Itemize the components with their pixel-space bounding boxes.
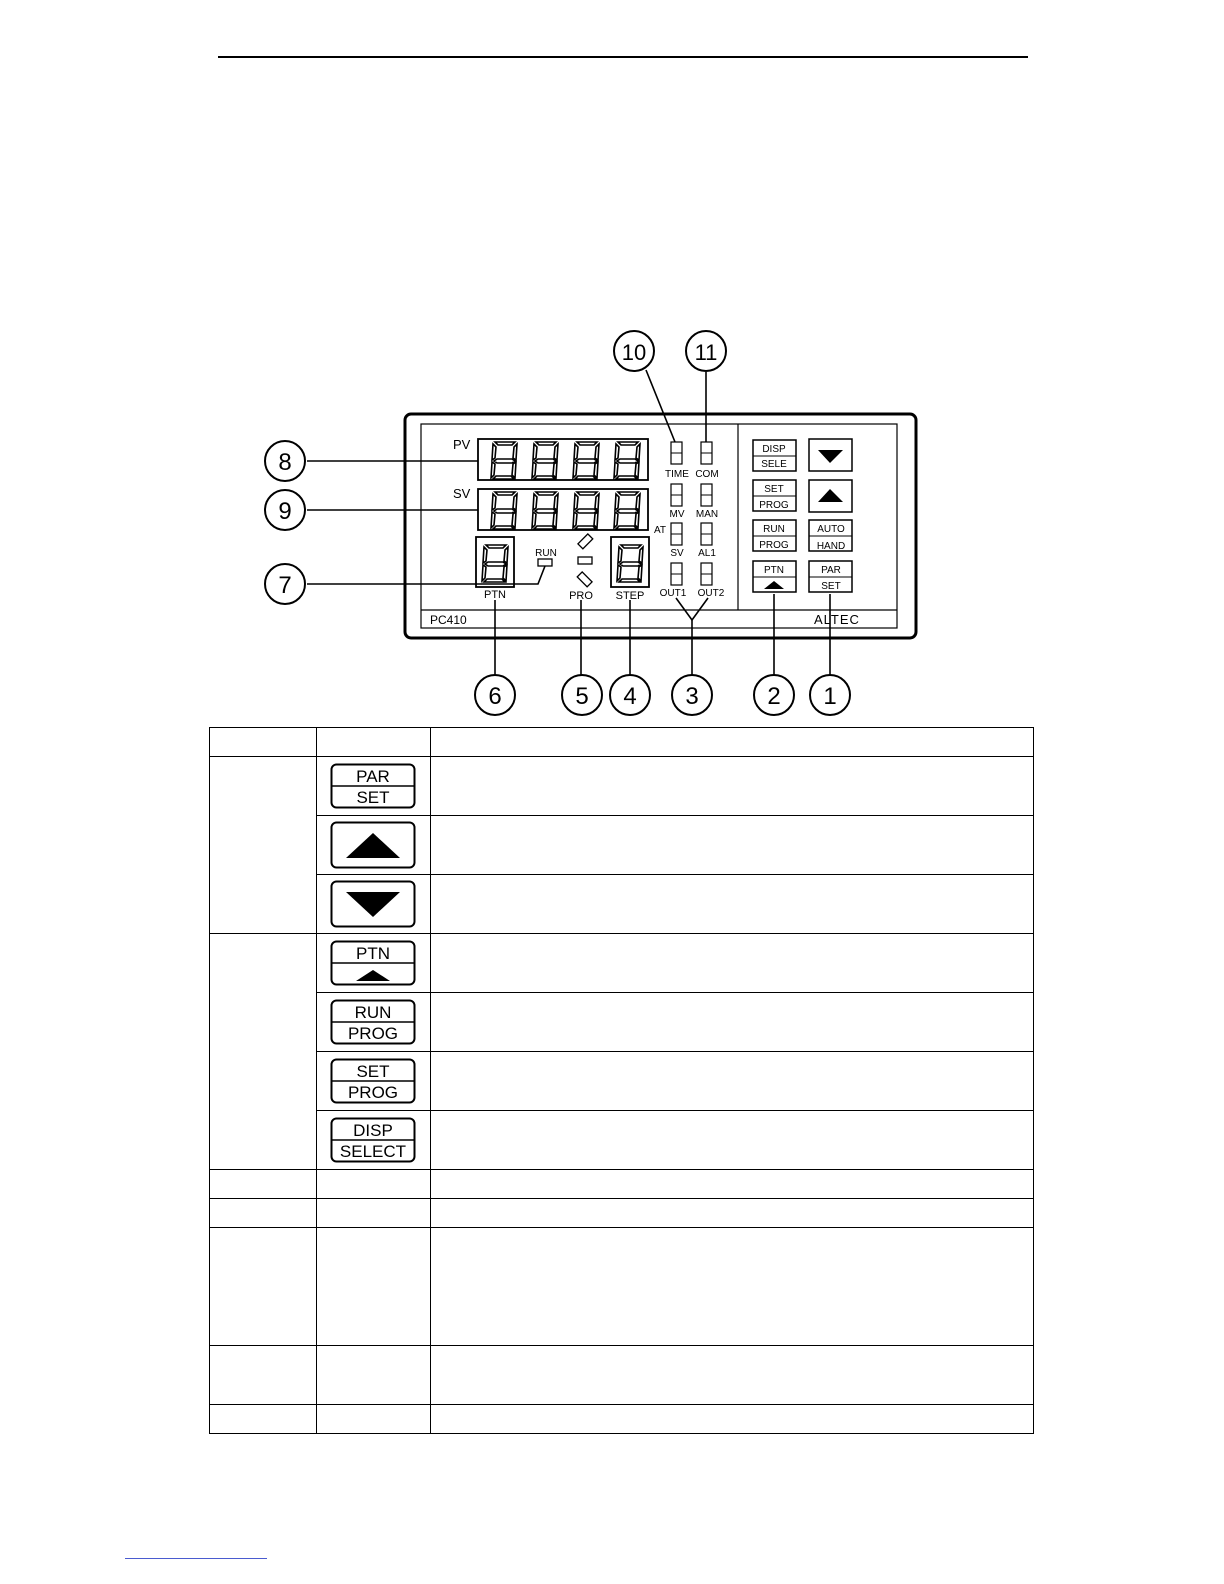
callout-6: 6 xyxy=(488,683,502,710)
svg-text:SET: SET xyxy=(764,484,784,495)
callout-4: 4 xyxy=(623,683,637,710)
table-row xyxy=(210,1346,1034,1405)
link-underline xyxy=(125,1558,267,1559)
svg-text:SELE: SELE xyxy=(761,459,787,470)
table-row xyxy=(210,1111,1034,1170)
svg-text:RUN: RUN xyxy=(354,1003,392,1022)
svg-text:RUN: RUN xyxy=(763,524,785,535)
callout-7: 7 xyxy=(278,572,292,599)
svg-text:DISP: DISP xyxy=(762,444,786,455)
callout-10: 10 xyxy=(621,340,647,365)
ptn-label: PTN xyxy=(484,589,506,601)
table-row xyxy=(210,934,1034,993)
out2-label: OUT2 xyxy=(697,588,725,599)
out1-label: OUT1 xyxy=(659,588,687,599)
callout-5: 5 xyxy=(575,683,589,710)
svg-text:AUTO: AUTO xyxy=(817,524,845,535)
sv-label: SV xyxy=(453,486,471,501)
run-prog-key-image xyxy=(330,999,416,1045)
svg-text:DISP: DISP xyxy=(353,1121,394,1140)
al1-label: AL1 xyxy=(698,548,716,559)
svg-text:PTN: PTN xyxy=(356,944,391,963)
com-label: COM xyxy=(695,469,719,480)
svg-text:PROG: PROG xyxy=(348,1083,399,1102)
par-set-key-image xyxy=(330,763,416,809)
model-label: PC410 xyxy=(430,613,467,627)
svg-text:SET: SET xyxy=(821,581,841,592)
controller-front-panel-diagram xyxy=(0,0,1224,720)
callout-2: 2 xyxy=(767,683,781,710)
svg-text:SET: SET xyxy=(356,1062,390,1081)
svg-text:PROG: PROG xyxy=(759,500,789,511)
time-label: TIME xyxy=(665,469,689,480)
man-label: MAN xyxy=(695,509,719,520)
svg-text:PROG: PROG xyxy=(759,540,789,551)
up-key-image xyxy=(330,821,416,869)
table-row xyxy=(210,1199,1034,1228)
svg-text:SELECT: SELECT xyxy=(340,1142,407,1161)
callout-9: 8 xyxy=(278,449,292,476)
pro-label: PRO xyxy=(569,590,593,602)
brand-label: ALTEC xyxy=(814,612,860,627)
mv-label: MV xyxy=(669,509,685,520)
table-row xyxy=(210,757,1034,816)
callout-11: 11 xyxy=(694,340,718,365)
run-label: RUN xyxy=(535,548,557,559)
svg-text:HAND: HAND xyxy=(816,541,846,552)
sv-lamp-label: SV xyxy=(670,548,684,559)
key-description-table xyxy=(209,727,1034,1434)
svg-text:SET: SET xyxy=(356,788,390,807)
table-row xyxy=(210,1228,1034,1346)
pv-label: PV xyxy=(453,437,471,452)
svg-text:PROG: PROG xyxy=(348,1024,399,1043)
table-row xyxy=(210,875,1034,934)
set-prog-key-image xyxy=(330,1058,416,1104)
table-row xyxy=(210,1052,1034,1111)
callout-8: 9 xyxy=(278,498,292,525)
callout-1: 1 xyxy=(823,683,837,710)
table-header-row xyxy=(210,728,1034,757)
svg-text:PAR: PAR xyxy=(821,565,841,576)
down-key-image xyxy=(330,880,416,928)
ptn-up-key-image xyxy=(330,940,416,986)
step-label: STEP xyxy=(615,590,645,602)
callout-3: 3 xyxy=(685,683,699,710)
svg-text:PTN: PTN xyxy=(764,565,784,576)
disp-select-key-image xyxy=(330,1117,416,1163)
table-row xyxy=(210,1405,1034,1434)
at-label: AT xyxy=(653,525,667,536)
table-row xyxy=(210,993,1034,1052)
table-row xyxy=(210,816,1034,875)
table-row xyxy=(210,1170,1034,1199)
svg-text:PAR: PAR xyxy=(356,767,391,786)
